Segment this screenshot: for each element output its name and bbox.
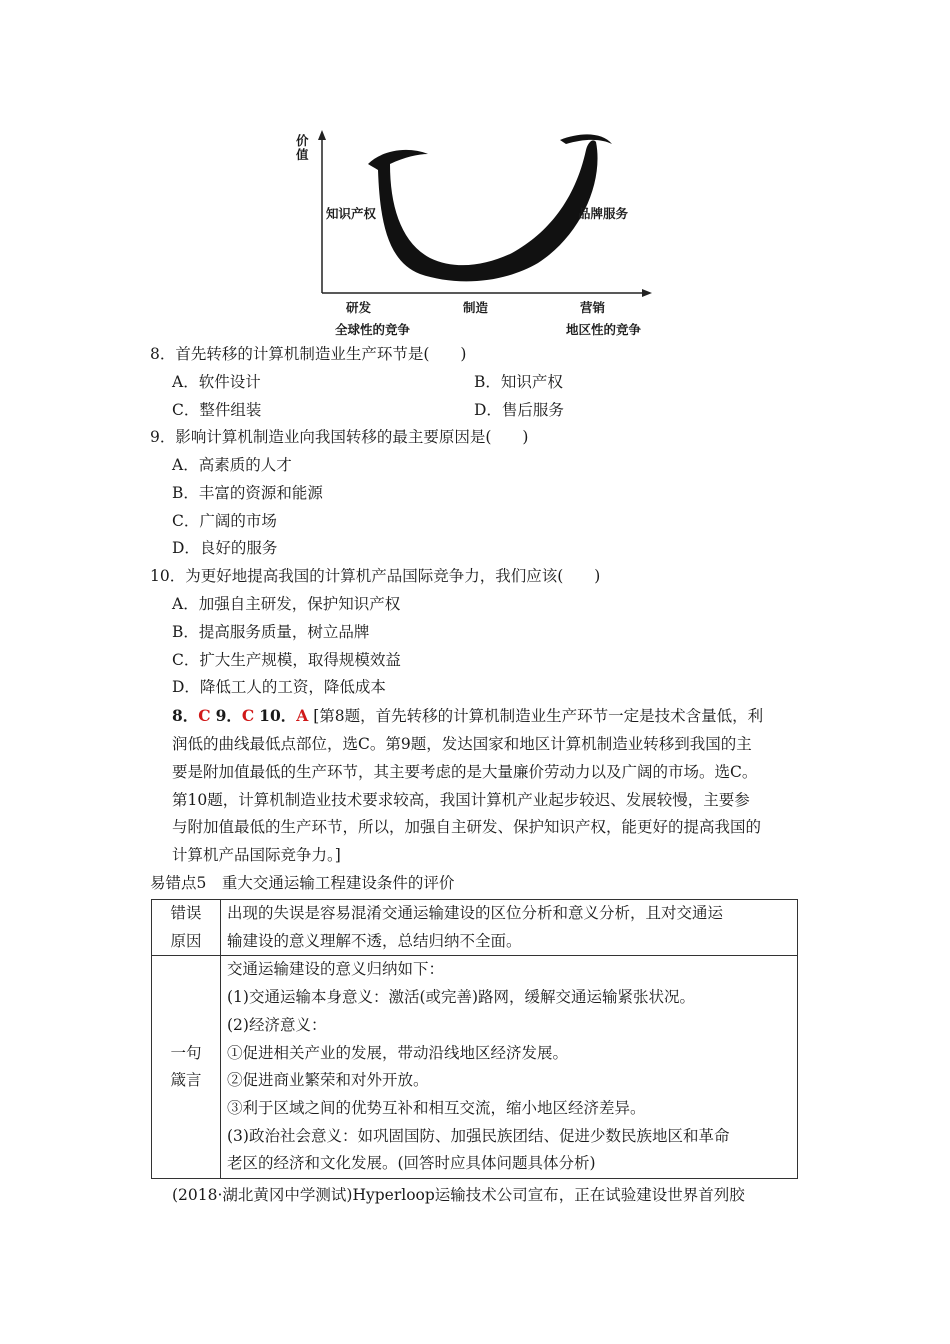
motto-line-1: 交通运输建设的意义归纳如下： [227, 960, 445, 979]
bottom-right-caption: 地区性的竞争 [566, 322, 642, 337]
motto-label [152, 956, 221, 1179]
explanation-line-4: 第10题，计算机制造业技术要求较高，我国计算机产业起步较迟、发展较慢，主要参 [172, 791, 750, 809]
smile-curve [368, 140, 598, 281]
question-8-option-a: A．软件设计 [172, 373, 261, 391]
question-9-stem: 9．影响计算机制造业向我国转移的最主要原因是( ) [150, 428, 529, 446]
answer-10-choice: A [296, 706, 309, 725]
error-cause-label-line-2: 原因 [170, 931, 202, 950]
y-axis-arrow [318, 130, 326, 140]
explanation-line-5: 与附加值最低的生产环节，所以，加强自主研发、保护知识产权，能更好的提高我国的 [172, 818, 762, 836]
error-cause-text-line-1: 出现的失误是容易混淆交通运输建设的区位分析和意义分析，且对交通运 [227, 904, 724, 922]
section-title: 易错点5 重大交通运输工程建设条件的评价 [150, 874, 455, 892]
motto-label-line-1: 一句 [170, 1043, 202, 1062]
question-8-option-b: B．知识产权 [474, 373, 563, 391]
answer-8-choice: C [198, 706, 211, 725]
error-cause-label [152, 900, 221, 956]
x-axis-arrow [642, 289, 652, 297]
explanation-line-3: 要是附加值最低的生产环节，其主要考虑的是大量廉价劳动力以及广阔的市场。选C。 [172, 763, 758, 781]
y-axis-label: 价值 [296, 133, 309, 162]
x-label-marketing: 营销 [580, 300, 606, 315]
question-10-option-b: B．提高服务质量，树立品牌 [172, 623, 370, 641]
left-peak-label: 知识产权 [326, 206, 377, 221]
question-10-option-d: D．降低工人的工资，降低成本 [172, 678, 386, 696]
question-9-option-b: B．丰富的资源和能源 [172, 484, 323, 502]
motto-line-4: ①促进相关产业的发展，带动沿线地区经济发展。 [227, 1043, 569, 1062]
explanation-line-1: [第8题，首先转移的计算机制造业生产环节一定是技术含量低，利 [313, 707, 764, 725]
table-row-error-cause [152, 900, 798, 956]
bottom-left-caption: 全球性的竞争 [335, 322, 411, 337]
answer-line-1 [172, 706, 763, 726]
answer-9-choice: C [241, 706, 255, 725]
question-9-option-c: C．广阔的市场 [172, 512, 277, 530]
smile-curve-right-tip [560, 134, 612, 144]
question-10-option-a: A．加强自主研发，保护知识产权 [172, 595, 401, 613]
answer-10-number: 10． [259, 706, 297, 725]
question-8-option-d: D．售后服务 [474, 401, 564, 419]
answer-9-number: 9． [215, 706, 242, 725]
right-peak-label: 品牌服务 [578, 206, 629, 221]
next-question-intro: (2018·湖北黄冈中学测试)Hyperloop运输技术公司宣布，正在试验建设世界首列胶 [172, 1186, 745, 1204]
motto-line-5: ②促进商业繁荣和对外开放。 [227, 1071, 429, 1090]
motto-line-3: (2)经济意义： [227, 1015, 327, 1034]
motto-line-8: 老区的经济和文化发展。(回答时应具体问题具体分析) [227, 1154, 596, 1173]
error-cause-text-line-2: 输建设的意义理解不透，总结归纳不全面。 [227, 931, 522, 950]
motto-line-6: ③利于区域之间的优势互补和相互交流，缩小地区经济差异。 [227, 1098, 646, 1117]
question-9-option-a: A．高素质的人才 [172, 456, 292, 474]
error-note-table [151, 899, 798, 1179]
error-cause-text [221, 900, 798, 956]
motto-text [221, 956, 798, 1179]
x-label-rnd: 研发 [346, 300, 372, 315]
explanation-line-6: 计算机产品国际竞争力。] [172, 846, 341, 864]
motto-line-2: (1)交通运输本身意义：激活(或完善)路网，缓解交通运输紧张状况。 [227, 988, 696, 1007]
x-label-manufacturing: 制造 [463, 300, 489, 315]
motto-line-7: (3)政治社会意义：如巩固国防、加强民族团结、促进少数民族地区和革命 [227, 1126, 730, 1145]
question-8-option-c: C．整件组装 [172, 401, 262, 419]
question-10-stem: 10．为更好地提高我国的计算机产品国际竞争力，我们应该( ) [150, 567, 601, 585]
explanation-line-2: 润低的曲线最低点部位，选C。第9题，发达国家和地区计算机制造业转移到我国的主 [172, 735, 752, 753]
table-row-motto [152, 956, 798, 1179]
error-cause-label-line-1: 错误 [170, 904, 202, 922]
question-9-option-d: D．良好的服务 [172, 539, 278, 557]
motto-label-line-2: 箴言 [170, 1071, 202, 1090]
answer-8-number: 8． [172, 706, 199, 725]
question-8-stem: 8．首先转移的计算机制造业生产环节是( ) [150, 345, 467, 363]
question-10-option-c: C．扩大生产规模，取得规模效益 [172, 651, 401, 669]
